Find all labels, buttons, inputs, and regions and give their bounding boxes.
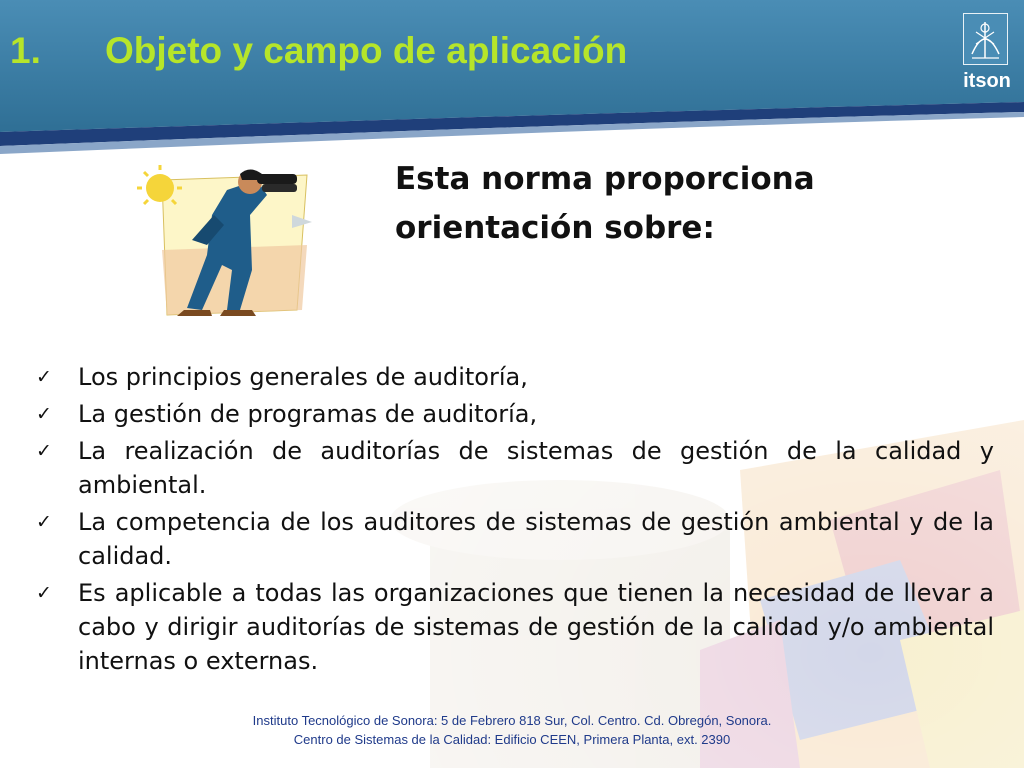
list-item-text: Los principios generales de auditoría, — [78, 363, 528, 391]
list-item-text: La gestión de programas de auditoría, — [78, 400, 538, 428]
slide-title — [10, 30, 627, 72]
man-with-binoculars-icon — [132, 160, 312, 320]
list-item — [36, 360, 994, 394]
list-item — [36, 397, 994, 431]
checkmark-icon: ✓ — [36, 366, 52, 388]
checkmark-icon: ✓ — [36, 403, 52, 425]
list-item-text: La realización de auditorías de sistemas de gestión de la calidad y ambiental. — [78, 437, 994, 499]
list-item — [36, 434, 994, 502]
footer — [0, 711, 1024, 749]
list-item-text: La competencia de los auditores de sistemas de gestión ambiental y de la calidad. — [78, 508, 994, 570]
intro-text — [395, 155, 955, 253]
list-item — [36, 576, 994, 678]
checkmark-icon: ✓ — [36, 440, 52, 462]
list-item — [36, 505, 994, 573]
footer-line-1: Instituto Tecnológico de Sonora: 5 de Febrero 818 Sur, Col. Centro. Cd. Obregón, Sonora. — [252, 713, 772, 728]
intro-line-2: orientación sobre: — [395, 210, 715, 246]
intro-line-1: Esta norma proporciona — [395, 161, 815, 197]
bullet-list — [36, 360, 994, 681]
itson-emblem-icon — [963, 13, 1008, 65]
footer-line-2: Centro de Sistemas de la Calidad: Edificio CEEN, Primera Planta, ext. 2390 — [293, 732, 731, 747]
list-item-text: Es aplicable a todas las organizaciones que tienen la necesidad de llevar a cabo y dirigir auditorías de sistemas de gestión de la calidad y/o ambiental internas o externas. — [78, 579, 994, 675]
header-band-shape — [0, 0, 1024, 160]
checkmark-icon: ✓ — [36, 511, 52, 533]
title-text: Objeto y campo de aplicación — [105, 30, 628, 71]
checkmark-icon: ✓ — [36, 582, 52, 604]
header-band — [0, 0, 1024, 160]
itson-logo-text: itson — [963, 70, 1011, 92]
title-number: 1. — [10, 30, 41, 71]
